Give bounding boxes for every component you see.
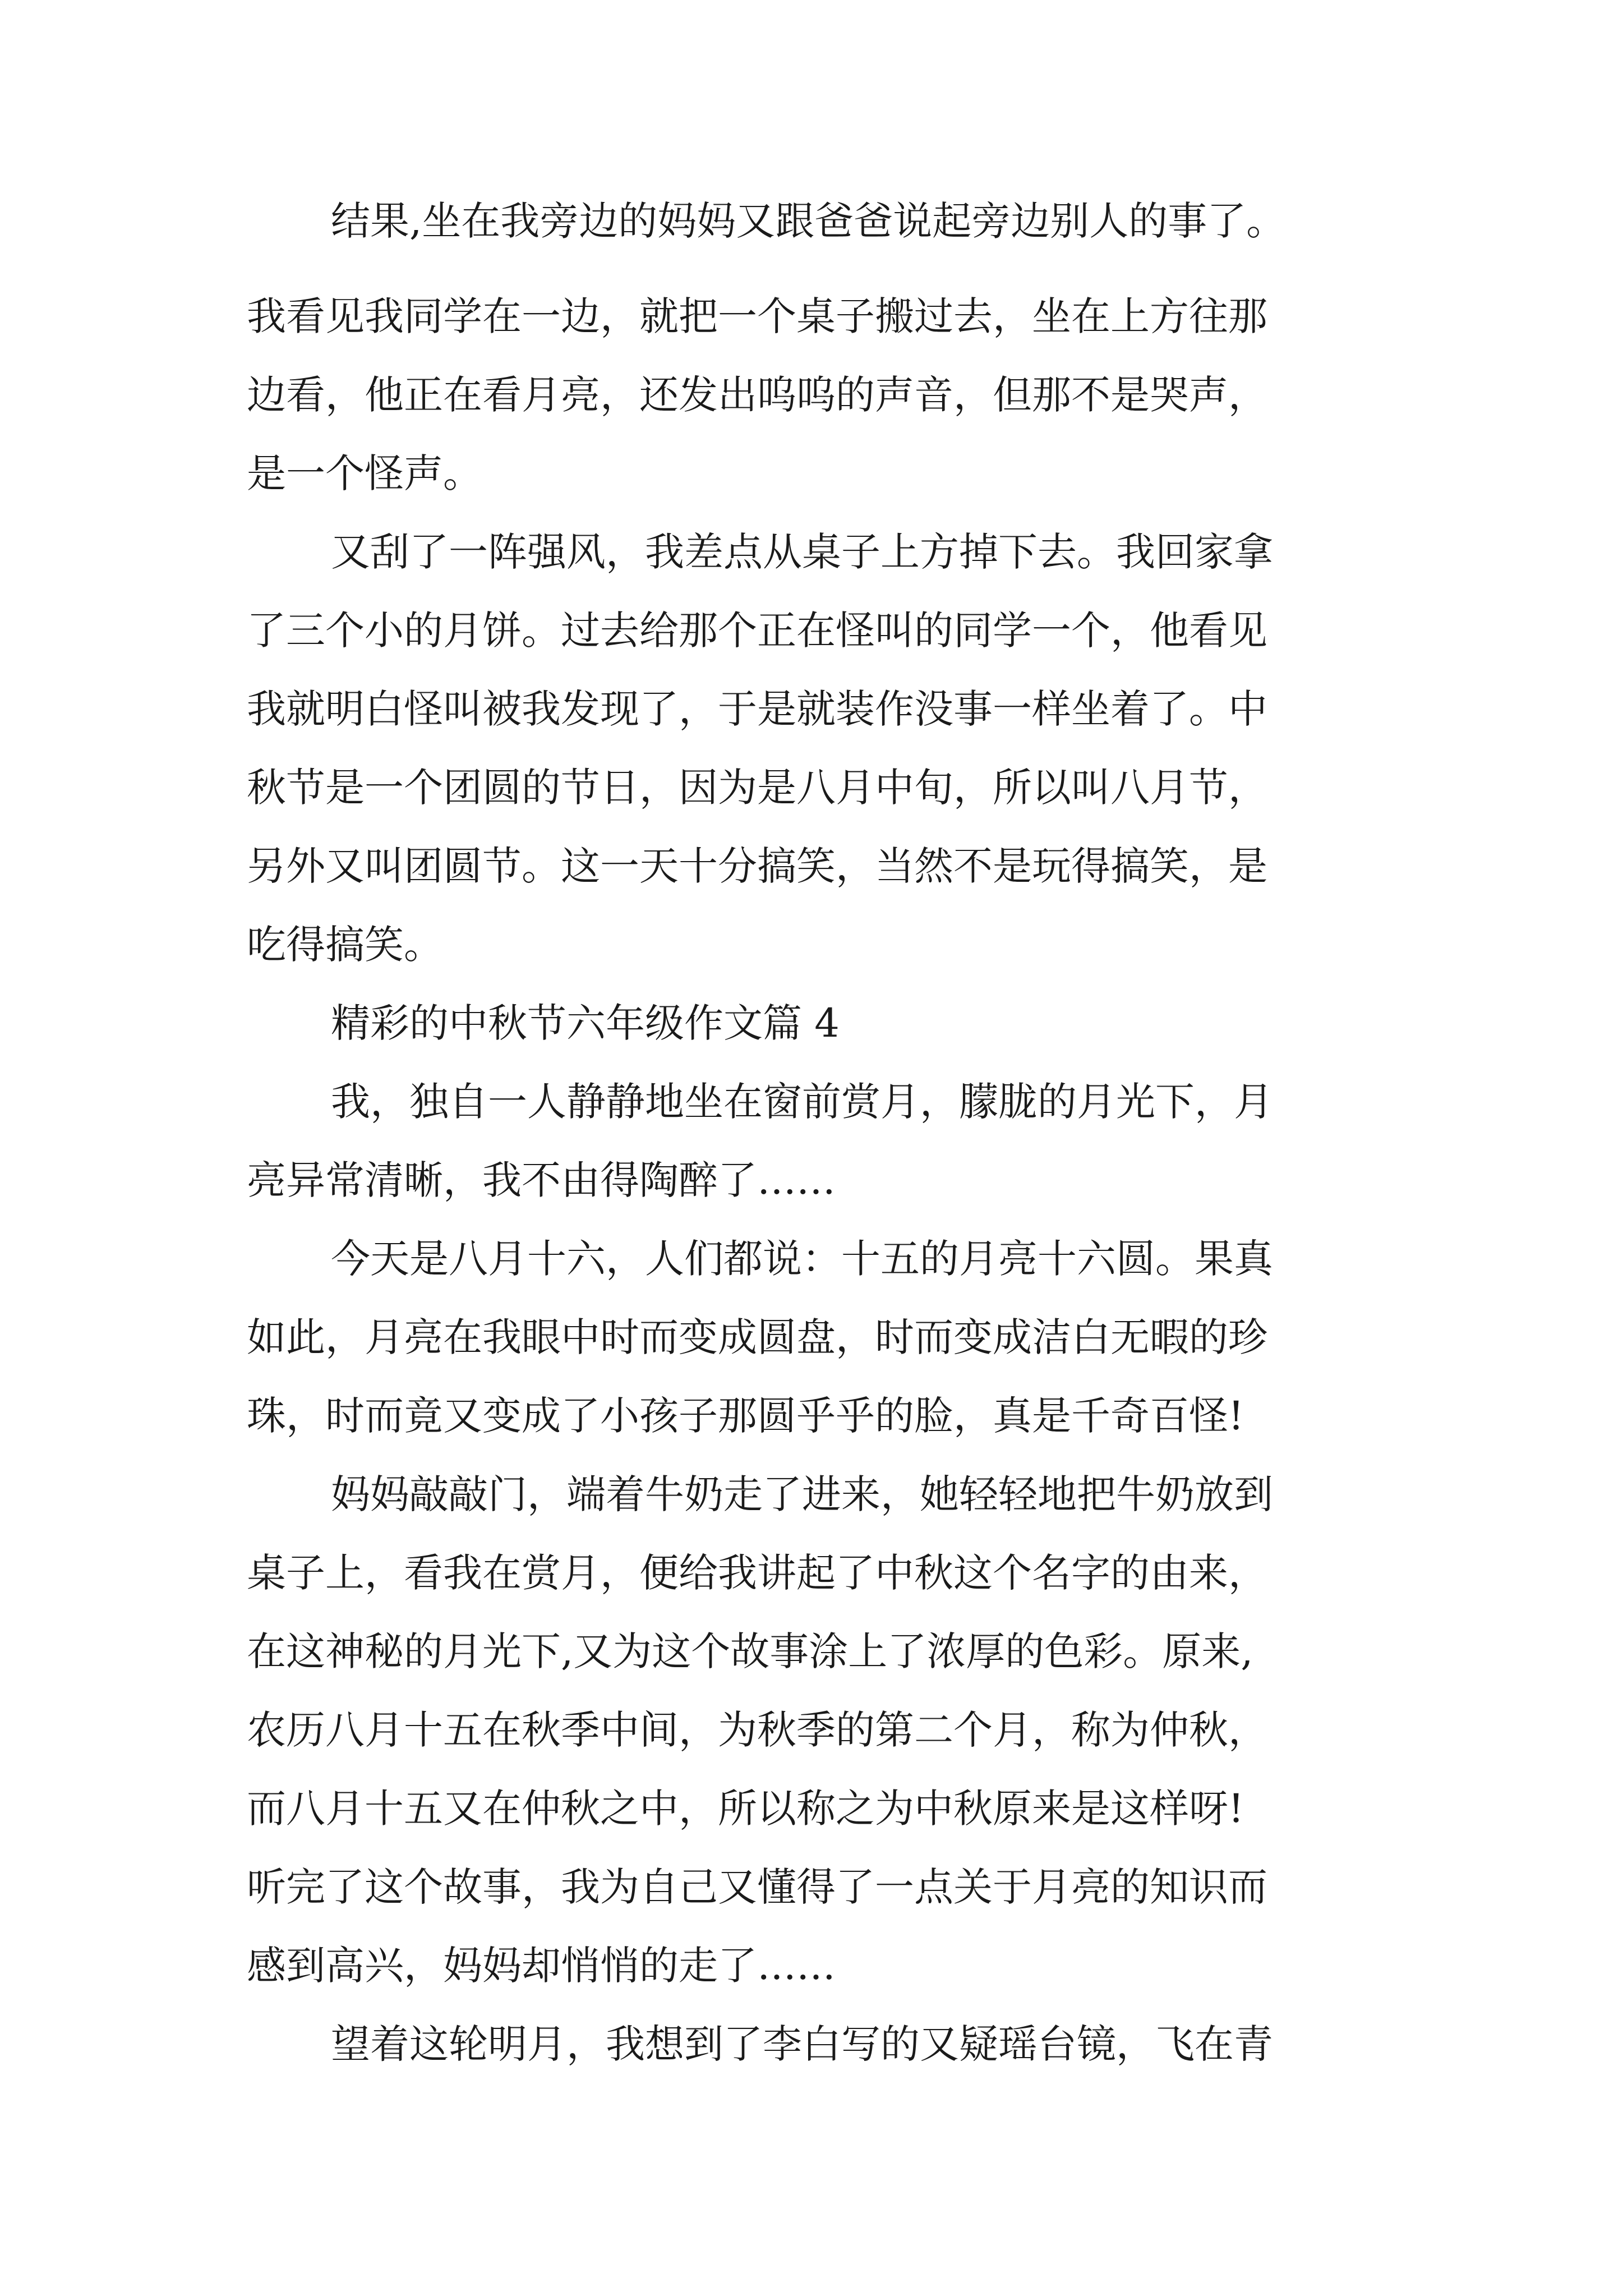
paragraph-line: 感到高兴，妈妈却悄悄的走了…… [247,1943,836,1989]
paragraph-line: 我，独自一人静静地坐在窗前赏月，朦胧的月光下，月 [331,1079,1273,1125]
section-heading: 精彩的中秋节六年级作文篇 4 [331,1000,840,1046]
paragraph-line: 妈妈敲敲门，端着牛奶走了进来，她轻轻地把牛奶放到 [331,1471,1273,1517]
paragraph-line: 是一个怪声。 [247,450,482,496]
paragraph-line: 结果,坐在我旁边的妈妈又跟爸爸说起旁边别人的事了。 [331,198,1286,244]
paragraph-line: 农历八月十五在秋季中间，为秋季的第二个月，称为仲秋， [247,1707,1267,1753]
paragraph-line: 望着这轮明月，我想到了李白写的又疑瑶台镜，飞在青 [331,2021,1273,2067]
paragraph-line: 珠，时而竟又变成了小孩子那圆乎乎的脸，真是千奇百怪! [247,1393,1244,1439]
paragraph-line: 边看，他正在看月亮，还发出呜呜的声音，但那不是哭声， [247,372,1267,418]
paragraph-line: 又刮了一阵强风，我差点从桌子上方掉下去。我回家拿 [331,529,1273,575]
paragraph-line: 我就明白怪叫被我发现了，于是就装作没事一样坐着了。中 [247,686,1267,732]
paragraph-line: 我看见我同学在一边，就把一个桌子搬过去，坐在上方往那 [247,293,1267,339]
paragraph-line: 秋节是一个团圆的节日，因为是八月中旬，所以叫八月节， [247,765,1267,811]
paragraph-line: 听完了这个故事，我为自己又懂得了一点关于月亮的知识而 [247,1864,1267,1910]
paragraph-line: 吃得搞笑。 [247,922,443,968]
paragraph-line: 如此，月亮在我眼中时而变成圆盘，时而变成洁白无暇的珍 [247,1314,1267,1360]
paragraph-line: 另外又叫团圆节。这一天十分搞笑，当然不是玩得搞笑，是 [247,843,1267,889]
paragraph-line: 了三个小的月饼。过去给那个正在怪叫的同学一个，他看见 [247,608,1267,654]
paragraph-line: 桌子上，看我在赏月，便给我讲起了中秋这个名字的由来， [247,1550,1267,1596]
paragraph-line: 今天是八月十六，人们都说：十五的月亮十六圆。果真 [331,1236,1273,1282]
paragraph-line: 亮异常清晰，我不由得陶醉了…… [247,1157,836,1203]
paragraph-line: 而八月十五又在仲秋之中，所以称之为中秋原来是这样呀! [247,1786,1244,1832]
paragraph-line: 在这神秘的月光下,又为这个故事涂上了浓厚的色彩。原来, [247,1628,1253,1674]
